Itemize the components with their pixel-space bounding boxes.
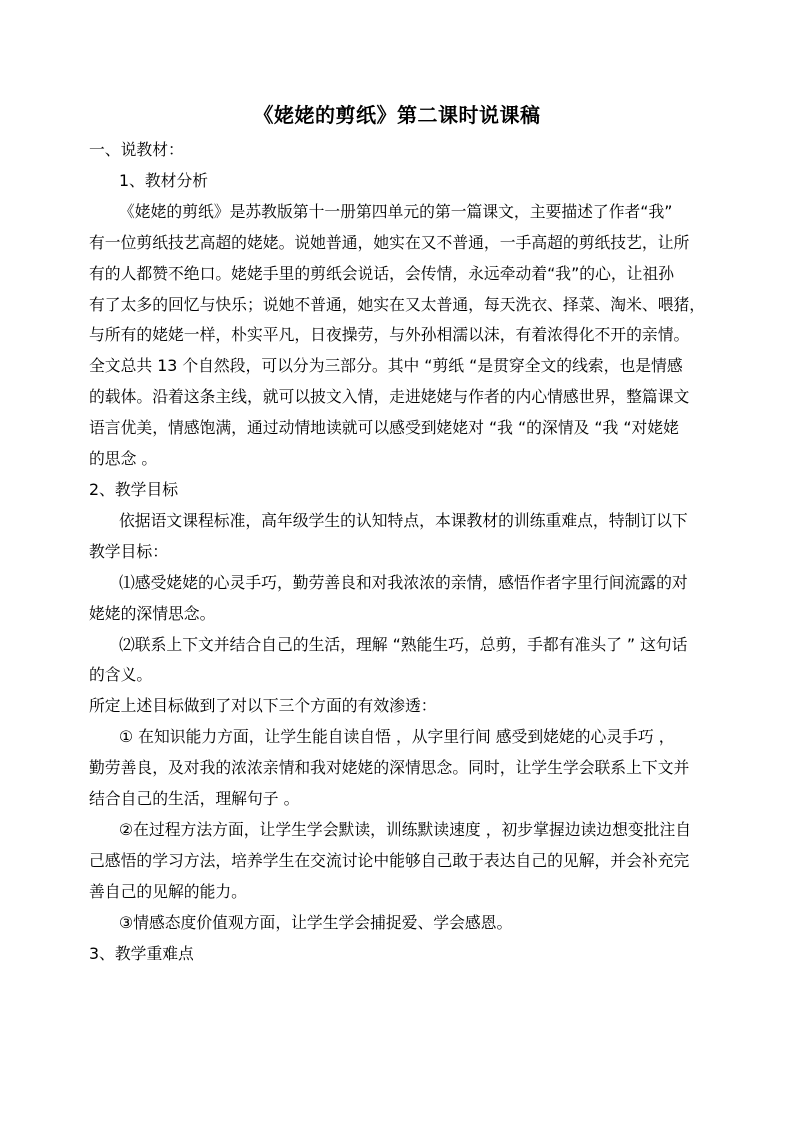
subheading-material-analysis: 1、教材分析 [119, 170, 209, 190]
paragraph-line: 《姥姥的剪纸》是苏教版第十一册第四单元的第一篇课文，主要描述了作者“我” [119, 201, 673, 221]
paragraph-line: 依据语文课程标准，高年级学生的认知特点，本课教材的训练重难点，特制订以下 [119, 510, 688, 530]
goal-item-1-cont: 姥姥的深情思念。 [89, 603, 216, 623]
document-body [89, 135, 715, 969]
goal-item-1: ⑴感受姥姥的心灵手巧，勤劳善良和对我浓浓的亲情，感悟作者字里行间流露的对 [119, 572, 688, 592]
paragraph-line: 与所有的姥姥一样，朴实平凡，日夜操劳，与外孙相濡以沫，有着浓得化不开的亲情。 [89, 325, 690, 345]
paragraph-line: 所定上述目标做到了对以下三个方面的有效渗透： [89, 696, 437, 716]
goal-item-2: ⑵联系上下文并结合自己的生活，理解 “熟能生巧，总剪，手都有准头了 ” 这句话 [119, 634, 688, 654]
aspect-item-2-cont: 善自己的见解的能力。 [89, 881, 247, 901]
aspect-item-1-cont: 勤劳善良，及对我的浓浓亲情和我对姥姥的深情思念。同时，让学生学会联系上下文并 [89, 758, 690, 778]
section-heading-teaching-material: 一、说教材： [89, 140, 184, 159]
paragraph-line: 教学目标： [89, 541, 168, 561]
aspect-item-1: ① 在知识能力方面，让学生能自读自悟 ，从字里行间 感受到姥姥的心灵手巧 ， [119, 727, 675, 747]
goal-item-2-cont: 的含义。 [89, 665, 153, 685]
paragraph-line: 的载体。沿着这条主线，就可以披文入情，走进姥姥与作者的内心情感世界，整篇课文 [89, 387, 690, 407]
paragraph-line: 有一位剪纸技艺高超的姥姥。说她普通，她实在又不普通，一手高超的剪纸技艺，让所 [89, 232, 690, 252]
paragraph-line: 的思念 。 [89, 449, 158, 469]
aspect-item-2-cont: 己感悟的学习方法，培养学生在交流讨论中能够自己敢于表达自己的见解，并会补充完 [89, 850, 690, 870]
paragraph-line: 语言优美，情感饱满，通过动情地读就可以感受到姥姥对 “我 “的深情及 “我 “对姥姥 [89, 418, 679, 438]
subheading-key-difficulties: 3、教学重难点 [89, 943, 194, 963]
subheading-teaching-goals: 2、教学目标 [89, 479, 179, 499]
paragraph-line: 有的人都赞不绝口。姥姥手里的剪纸会说话，会传情，永远牵动着“我”的心，让祖孙 [89, 263, 675, 283]
aspect-item-3: ③情感态度价值观方面，让学生学会捕捉爱、学会感恩。 [119, 912, 513, 932]
paragraph-line: 全文总共 13 个自然段，可以分为三部分。其中 “剪纸 “是贯穿全文的线索，也是情感 [89, 356, 683, 376]
paragraph-line: 有了太多的回忆与快乐；说她不普通，她实在又太普通，每天洗衣、择菜、淘米、喂猪， [89, 294, 706, 314]
document-title: 《姥姥的剪纸》第二课时说课稿 [253, 103, 541, 127]
aspect-item-1-cont: 结合自己的生活，理解句子 。 [89, 789, 300, 809]
aspect-item-2: ②在过程方法方面，让学生学会默读，训练默读速度 ，初步掌握边读边想变批注自 [119, 819, 692, 839]
